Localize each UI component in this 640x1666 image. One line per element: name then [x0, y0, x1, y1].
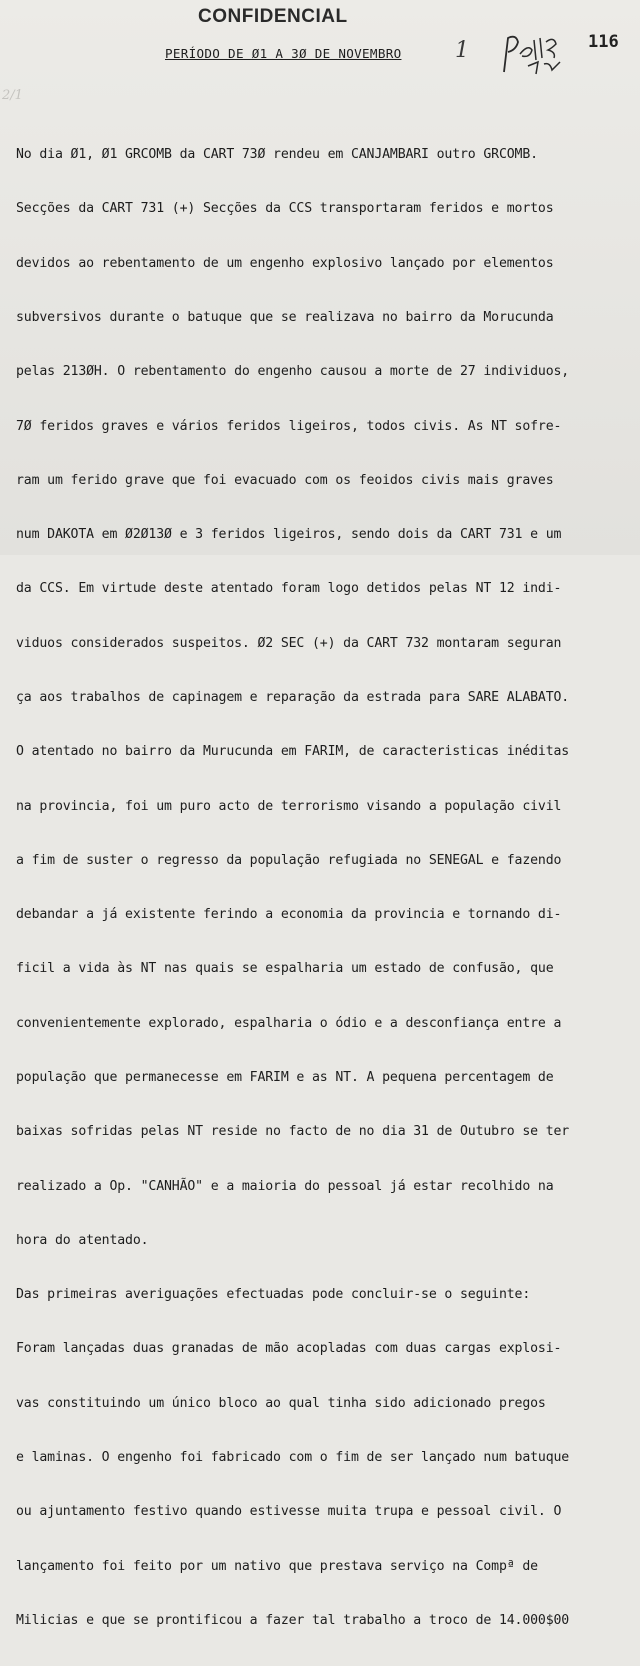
page-number: 116 — [588, 32, 619, 52]
text-line: pelas 213ØH. O rebentamento do engenho causou a morte de 27 individuos, — [16, 364, 570, 380]
handwritten-annotation — [498, 32, 576, 76]
text-line: ficil a vida às NT nas quais se espalharia um estado de confusão, que — [16, 961, 554, 977]
text-line: ou ajuntamento festivo quando estivesse muita trupa e pessoal civil. O — [16, 1504, 562, 1520]
text-line: Secções da CART 731 (+) Secções da CCS transportaram feridos e mortos — [16, 201, 554, 217]
text-line: viduos considerados suspeitos. Ø2 SEC (+) da CART 732 montaram seguran — [16, 635, 562, 651]
text-line: 7Ø feridos graves e vários feridos ligeiros, todos civis. As NT sofre- — [16, 418, 562, 434]
text-line: devidos ao rebentamento de um engenho explosivo lançado por elementos — [16, 255, 554, 271]
text-line: convenientemente explorado, espalharia o ódio e a desconfiança entre a — [16, 1015, 562, 1031]
text-line: população que permanecesse em FARIM e as NT. A pequena percentagem de — [16, 1069, 554, 1085]
text-line: a fim de suster o regresso da população refugiada no SENEGAL e fazendo — [16, 852, 562, 868]
text-line: realizado a Op. "CANHÃO" e a maioria do pessoal já estar recolhido na — [16, 1178, 554, 1194]
period-heading: PERÍODO DE Ø1 A 3Ø DE NOVEMBRO — [165, 46, 402, 61]
text-line: debandar a já existente ferindo a economia da provincia e tornando di- — [16, 907, 562, 923]
text-line: vas constituindo um único bloco ao qual tinha sido adicionado pregos — [16, 1395, 546, 1411]
text-line: baixas sofridas pelas NT reside no facto de no dia 31 de Outubro se ter — [16, 1124, 570, 1140]
faded-margin-note: 2/1 — [2, 88, 23, 103]
text-line: hora do atentado. — [16, 1232, 149, 1248]
text-line: na provincia, foi um puro acto de terrorismo visando a população civil — [16, 798, 562, 814]
text-line: lançamento foi feito por um nativo que prestava serviço na Compª de — [16, 1558, 538, 1574]
text-line: num DAKOTA em Ø2Ø13Ø e 3 feridos ligeiros, sendo dois da CART 731 e um — [16, 527, 562, 543]
handwritten-annotation-scribble — [498, 32, 576, 76]
report-body — [16, 110, 638, 1666]
text-line: O atentado no bairro da Murucunda em FARIM, de caracteristicas inéditas — [16, 744, 570, 760]
text-line: Foram lançadas duas granadas de mão acopladas com duas cargas explosi- — [16, 1341, 562, 1357]
text-line: e laminas. O engenho foi fabricado com o fim de ser lançado num batuque — [16, 1449, 570, 1465]
text-line: ram um ferido grave que foi evacuado com os feoidos civis mais graves — [16, 472, 554, 488]
text-line: No dia Ø1, Ø1 GRCOMB da CART 73Ø rendeu em CANJAMBARI outro GRCOMB. — [16, 147, 538, 163]
text-line: Das primeiras averiguações efectuadas pode concluir-se o seguinte: — [16, 1287, 531, 1303]
text-line: Milicias e que se prontificou a fazer tal trabalho a troco de 14.000$00 — [16, 1612, 570, 1628]
text-line: ça aos trabalhos de capinagem e reparação da estrada para SARE ALABATO. — [16, 690, 570, 705]
handwritten-mark: 1 — [455, 38, 469, 63]
text-line: subversivos durante o batuque que se realizava no bairro da Morucunda — [16, 310, 554, 326]
classification-stamp: CONFIDENCIAL — [198, 6, 348, 27]
text-line: da CCS. Em virtude deste atentado foram logo detidos pelas NT 12 indi- — [16, 581, 562, 597]
